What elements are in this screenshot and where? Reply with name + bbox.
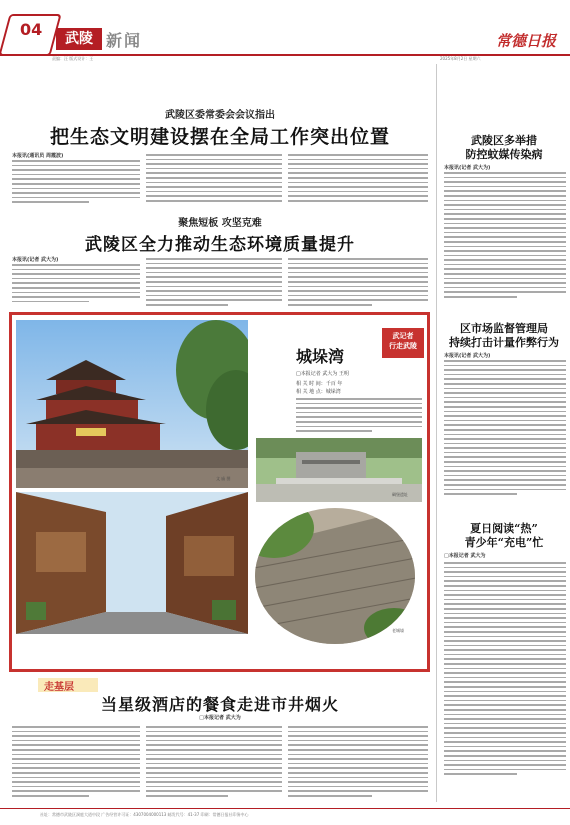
lead-body-col2: [146, 154, 282, 204]
bottom-body-col3: [288, 726, 428, 806]
region-tag: 武陵: [56, 28, 102, 50]
feature-title: 城垛湾: [296, 347, 345, 366]
photo-old-wall: [254, 508, 416, 644]
header-meta-right: 2025年8月2日 星期六: [440, 56, 481, 61]
section-tag: 新闻: [106, 31, 143, 50]
caption-wenmiao: 文 庙 图: [216, 476, 231, 481]
newspaper-logo: 常德日报: [496, 32, 557, 50]
photo-wenmiao: [16, 320, 248, 488]
footer-info: 社址：常德市武陵区洞庭大道中段 广告经营许可证：4307004000113 邮发代号：41-37 印刷：常德日报社印务中心: [40, 812, 249, 817]
feature-info-time: 相 关 时 间：千百 年: [296, 381, 343, 387]
lead-byline: 本报讯(通讯员 周霞波): [12, 153, 64, 159]
feature-column-tag: 武记者 行走武陵: [382, 328, 424, 358]
second-body-col1: [12, 264, 140, 306]
right-story-3-byline: □本报记者 武大为: [444, 553, 486, 559]
right-story-3-body: [444, 562, 566, 800]
caption-bunker: 碉堡遗址: [392, 492, 408, 497]
feature-intro: [296, 398, 422, 432]
feature-byline: □本报记者 武大为 王明: [296, 371, 349, 377]
right-story-2-byline: 本报讯(记者 武大为): [444, 353, 491, 359]
page-number: 04: [20, 20, 43, 39]
second-body-col3: [288, 258, 428, 306]
second-headline: 武陵区全力推动生态环境质量提升: [85, 235, 355, 255]
column-divider: [436, 64, 437, 802]
second-body-col2: [146, 258, 282, 306]
second-byline: 本报讯(记者 武大为): [12, 257, 59, 263]
photo-old-street: [16, 492, 248, 634]
lead-body-col1: [12, 160, 140, 204]
right-story-1-body: [444, 172, 566, 312]
right-story-1-byline: 本报讯(记者 武大为): [444, 165, 491, 171]
caption-old-wall: 老城墙: [392, 628, 404, 633]
right-story-2-body: [444, 360, 566, 508]
feature-info-place: 相 关 地 点：城垛湾: [296, 389, 341, 395]
right-story-1-title: 武陵区多举措 防控蚊媒传染病: [465, 134, 543, 161]
lead-body-col3: [288, 154, 428, 204]
bottom-byline: □本报记者 武大为: [199, 715, 241, 721]
right-story-3-title: 夏日阅读“热” 青少年“充电”忙: [464, 522, 544, 549]
column-band-label: 走基层: [44, 682, 74, 693]
bottom-body-col1: [12, 726, 140, 806]
bottom-body-col2: [146, 726, 282, 806]
second-kicker: 聚焦短板 攻坚克难: [178, 218, 262, 229]
lead-kicker: 武陵区委常委会会议指出: [165, 110, 275, 121]
header-meta-left: 责编：汪 版式设计：王: [52, 56, 94, 61]
bottom-headline: 当星级酒店的餐食走进市井烟火: [100, 695, 339, 714]
right-story-2-title: 区市场监督管理局 持续打击计量作弊行为: [449, 322, 559, 349]
lead-headline: 把生态文明建设摆在全局工作突出位置: [49, 126, 390, 148]
